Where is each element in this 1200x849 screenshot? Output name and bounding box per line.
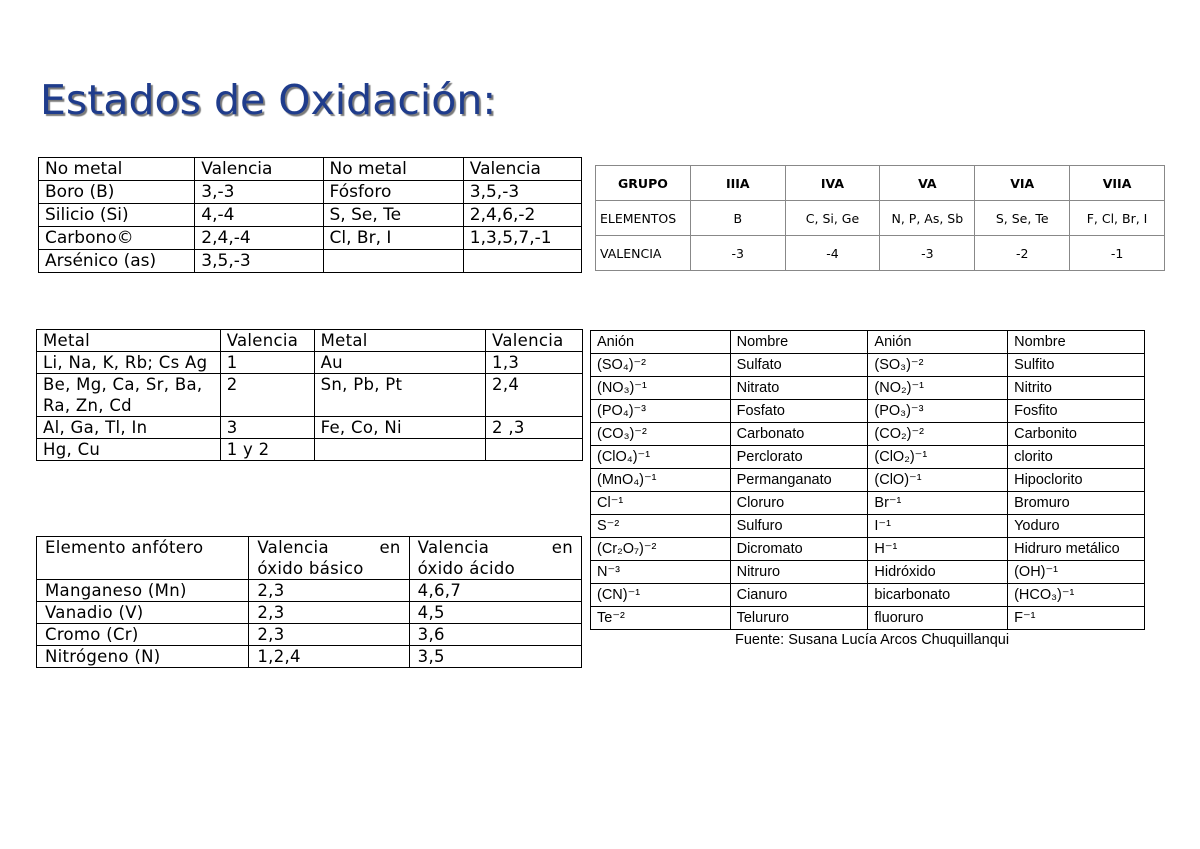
table-cell: 2,3 xyxy=(249,624,409,646)
table-cell: Sulfito xyxy=(1008,354,1145,377)
table-cell: 3,-3 xyxy=(195,181,323,204)
table-cell: 3,5,-3 xyxy=(463,181,581,204)
table-header-cell: Anión xyxy=(591,331,731,354)
table-header-cell: No metal xyxy=(39,158,195,181)
table-cell: (CO₃)⁻² xyxy=(591,423,731,446)
table-cell: S, Se, Te xyxy=(975,201,1070,236)
table-cell: Cl, Br, I xyxy=(323,227,463,250)
table-cell: -2 xyxy=(975,236,1070,271)
table-row xyxy=(591,354,1145,377)
table-cell: (OH)⁻¹ xyxy=(1008,561,1145,584)
table-cell: 2 xyxy=(220,374,314,417)
table-cell: Silicio (Si) xyxy=(39,204,195,227)
table-cell: Carbonato xyxy=(730,423,868,446)
table-cell: 1 y 2 xyxy=(220,439,314,461)
table-cell: Hg, Cu xyxy=(37,439,221,461)
table-header-cell: Metal xyxy=(37,330,221,352)
table-cell: Au xyxy=(314,352,485,374)
table-cell: Sn, Pb, Pt xyxy=(314,374,485,417)
table-row xyxy=(596,201,1165,236)
table-row xyxy=(37,646,582,668)
table-cell: (ClO₂)⁻¹ xyxy=(868,446,1008,469)
table-row xyxy=(591,538,1145,561)
table-cell: Cloruro xyxy=(730,492,868,515)
table-header-cell: Valencia xyxy=(486,330,583,352)
table-row xyxy=(591,446,1145,469)
table-cell: Sulfuro xyxy=(730,515,868,538)
nonmetal-valence-table xyxy=(38,157,582,273)
table-row xyxy=(591,377,1145,400)
table-row xyxy=(596,236,1165,271)
table-cell: N, P, As, Sb xyxy=(880,201,975,236)
table-row xyxy=(591,584,1145,607)
table-cell: I⁻¹ xyxy=(868,515,1008,538)
table-cell: 4,5 xyxy=(409,602,581,624)
table-cell: (NO₃)⁻¹ xyxy=(591,377,731,400)
table-cell: Arsénico (as) xyxy=(39,250,195,273)
table-cell xyxy=(463,250,581,273)
table-cell: Hidruro metálico xyxy=(1008,538,1145,561)
table-row xyxy=(591,515,1145,538)
table-row xyxy=(37,439,583,461)
table-header-cell: Nombre xyxy=(1008,331,1145,354)
table-cell: (SO₄)⁻² xyxy=(591,354,731,377)
table-cell: Nitrógeno (N) xyxy=(37,646,249,668)
table-cell: (CO₂)⁻² xyxy=(868,423,1008,446)
table-header-cell: IVA xyxy=(785,166,880,201)
header-text: óxido ácido xyxy=(417,559,516,578)
table-cell: Cl⁻¹ xyxy=(591,492,731,515)
table-cell: Nitrato xyxy=(730,377,868,400)
table-cell: Te⁻² xyxy=(591,607,731,630)
table-cell: Sulfato xyxy=(730,354,868,377)
table-cell: Fósforo xyxy=(323,181,463,204)
table-header-cell: No metal xyxy=(323,158,463,181)
table-cell: Dicromato xyxy=(730,538,868,561)
table-cell: Cianuro xyxy=(730,584,868,607)
table-cell: 2,4,-4 xyxy=(195,227,323,250)
table-cell: (PO₃)⁻³ xyxy=(868,400,1008,423)
table-cell: 4,-4 xyxy=(195,204,323,227)
table-cell: Carbonito xyxy=(1008,423,1145,446)
table-header-row xyxy=(39,158,582,181)
table-row xyxy=(37,417,583,439)
table-cell: 3 xyxy=(220,417,314,439)
table-cell xyxy=(314,439,485,461)
table-cell: -4 xyxy=(785,236,880,271)
table-cell: 2,3 xyxy=(249,580,409,602)
table-row xyxy=(39,181,582,204)
anion-name-table xyxy=(590,330,1145,630)
table-cell: ELEMENTOS xyxy=(596,201,691,236)
table-cell: (Cr₂O₇)⁻² xyxy=(591,538,731,561)
table-cell: Li, Na, K, Rb; Cs Ag xyxy=(37,352,221,374)
table-cell: Fosfito xyxy=(1008,400,1145,423)
table-cell: Br⁻¹ xyxy=(868,492,1008,515)
table-row xyxy=(39,204,582,227)
table-header-cell: VA xyxy=(880,166,975,201)
table-row xyxy=(37,624,582,646)
table-cell: Nitruro xyxy=(730,561,868,584)
table-header-row xyxy=(37,330,583,352)
table-row xyxy=(591,492,1145,515)
table-cell: Carbono© xyxy=(39,227,195,250)
table-cell: 1 xyxy=(220,352,314,374)
table-cell: (NO₂)⁻¹ xyxy=(868,377,1008,400)
table-cell: 3,5,-3 xyxy=(195,250,323,273)
amphoteric-element-table xyxy=(36,536,582,668)
table-cell: Manganeso (Mn) xyxy=(37,580,249,602)
table-row xyxy=(37,374,583,417)
table-cell: H⁻¹ xyxy=(868,538,1008,561)
header-text: Valencia xyxy=(257,538,329,557)
table-cell: S⁻² xyxy=(591,515,731,538)
table-header-cell: Nombre xyxy=(730,331,868,354)
table-header-cell: Anión xyxy=(868,331,1008,354)
table-cell: (HCO₃)⁻¹ xyxy=(1008,584,1145,607)
metal-valence-table xyxy=(36,329,583,461)
table-header-cell: VIA xyxy=(975,166,1070,201)
table-cell: -3 xyxy=(880,236,975,271)
table-cell: F, Cl, Br, I xyxy=(1070,201,1165,236)
table-cell: Permanganato xyxy=(730,469,868,492)
table-cell xyxy=(323,250,463,273)
table-header-cell xyxy=(249,537,409,580)
table-cell: Hidróxido xyxy=(868,561,1008,584)
table-cell: -3 xyxy=(690,236,785,271)
table-header-cell: IIIA xyxy=(690,166,785,201)
table-row xyxy=(37,580,582,602)
header-text: en xyxy=(551,538,573,557)
table-cell: 1,2,4 xyxy=(249,646,409,668)
table-row xyxy=(591,400,1145,423)
table-header-cell: Valencia xyxy=(195,158,323,181)
table-cell: (ClO)⁻¹ xyxy=(868,469,1008,492)
table-cell: S, Se, Te xyxy=(323,204,463,227)
table-cell: fluoruro xyxy=(868,607,1008,630)
table-cell: (SO₃)⁻² xyxy=(868,354,1008,377)
table-cell: (ClO₄)⁻¹ xyxy=(591,446,731,469)
table-cell: 2,4 xyxy=(486,374,583,417)
table-row xyxy=(591,607,1145,630)
group-valence-table xyxy=(595,165,1165,271)
table-header-cell: VIIA xyxy=(1070,166,1165,201)
table-cell: 2 ,3 xyxy=(486,417,583,439)
table-cell: Telururo xyxy=(730,607,868,630)
table-row xyxy=(591,561,1145,584)
table-row xyxy=(591,469,1145,492)
table-cell: Fosfato xyxy=(730,400,868,423)
table-cell: VALENCIA xyxy=(596,236,691,271)
header-text: Valencia xyxy=(417,538,490,557)
table-row xyxy=(591,423,1145,446)
table-cell: Cromo (Cr) xyxy=(37,624,249,646)
table-cell: 1,3 xyxy=(486,352,583,374)
table-cell: F⁻¹ xyxy=(1008,607,1145,630)
table-cell: Fe, Co, Ni xyxy=(314,417,485,439)
table-cell: N⁻³ xyxy=(591,561,731,584)
table-header-cell xyxy=(409,537,581,580)
table-row xyxy=(39,250,582,273)
table-cell: 1,3,5,7,-1 xyxy=(463,227,581,250)
table-cell xyxy=(486,439,583,461)
table-cell: (PO₄)⁻³ xyxy=(591,400,731,423)
table-cell: Vanadio (V) xyxy=(37,602,249,624)
table-cell: C, Si, Ge xyxy=(785,201,880,236)
table-cell: Nitrito xyxy=(1008,377,1145,400)
header-text: en xyxy=(379,538,401,557)
table-row xyxy=(37,602,582,624)
table-cell: Hipoclorito xyxy=(1008,469,1145,492)
table-cell: -1 xyxy=(1070,236,1165,271)
table-cell: (MnO₄)⁻¹ xyxy=(591,469,731,492)
table-cell: 2,4,6,-2 xyxy=(463,204,581,227)
table-cell: Be, Mg, Ca, Sr, Ba, Ra, Zn, Cd xyxy=(37,374,221,417)
table-header-cell: Valencia xyxy=(220,330,314,352)
table-header-row xyxy=(37,537,582,580)
header-text: óxido básico xyxy=(257,559,364,578)
table-row xyxy=(39,227,582,250)
table-cell: (CN)⁻¹ xyxy=(591,584,731,607)
table-header-cell: Metal xyxy=(314,330,485,352)
table-cell: Al, Ga, Tl, In xyxy=(37,417,221,439)
table-header-row xyxy=(596,166,1165,201)
table-header-row xyxy=(591,331,1145,354)
table-cell: 2,3 xyxy=(249,602,409,624)
table-header-cell: Valencia xyxy=(463,158,581,181)
table-header-cell: Elemento anfótero xyxy=(37,537,249,580)
table-cell: Bromuro xyxy=(1008,492,1145,515)
table-header-cell: GRUPO xyxy=(596,166,691,201)
source-caption: Fuente: Susana Lucía Arcos Chuquillanqui xyxy=(735,632,1010,648)
table-cell: bicarbonato xyxy=(868,584,1008,607)
table-cell: Perclorato xyxy=(730,446,868,469)
table-cell: Boro (B) xyxy=(39,181,195,204)
page-title: Estados de Oxidación: xyxy=(40,76,497,124)
table-row xyxy=(37,352,583,374)
table-cell: 4,6,7 xyxy=(409,580,581,602)
table-cell: 3,6 xyxy=(409,624,581,646)
table-cell: clorito xyxy=(1008,446,1145,469)
table-cell: 3,5 xyxy=(409,646,581,668)
table-cell: B xyxy=(690,201,785,236)
table-cell: Yoduro xyxy=(1008,515,1145,538)
